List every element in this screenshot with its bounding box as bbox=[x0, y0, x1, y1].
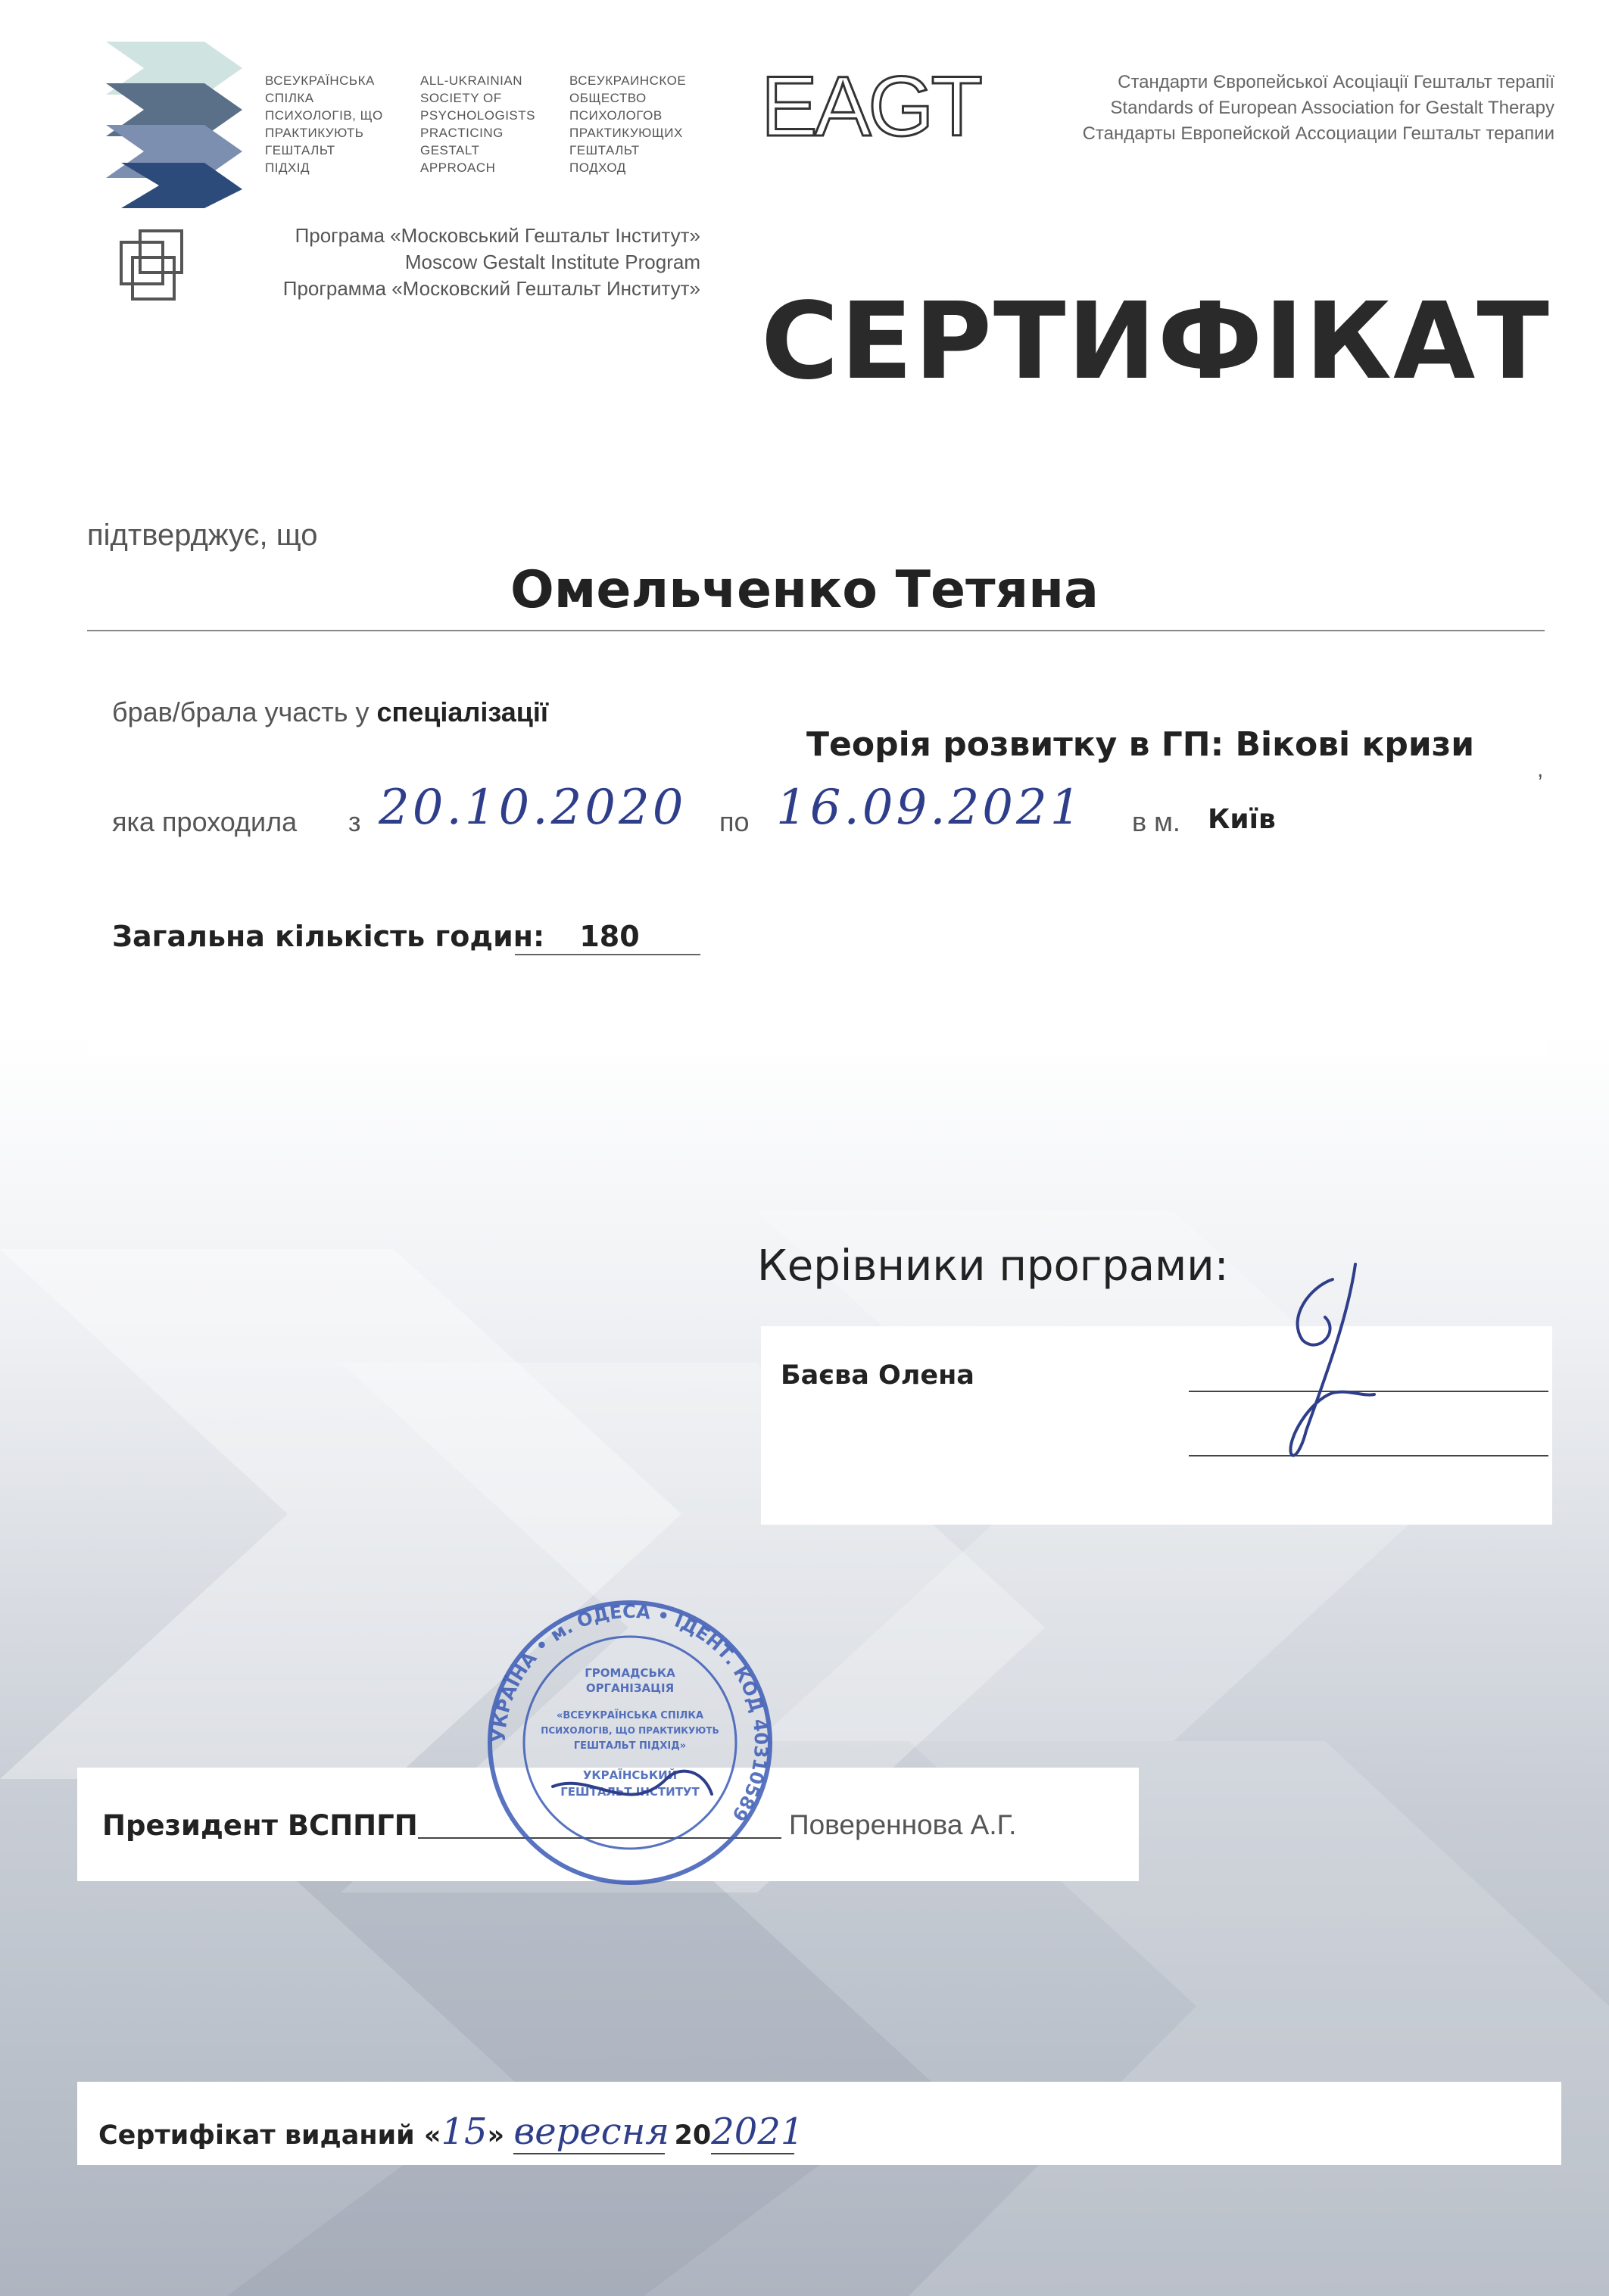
hours-underline bbox=[515, 954, 700, 955]
leaders-heading: Керівники програми: bbox=[757, 1241, 1229, 1291]
from-label: з bbox=[348, 806, 361, 837]
name-underline bbox=[87, 630, 1545, 631]
hours-value: 180 bbox=[579, 920, 640, 953]
org-name-ua: ВСЕУКРАЇНСЬКА СПІЛКА ПСИХОЛОГІВ, ЩО ПРАКТИКУЮТЬ ГЕШТАЛЬТ ПІДХІД bbox=[265, 73, 383, 175]
city-name: Київ bbox=[1208, 804, 1276, 835]
specialization-name: Теорія розвитку в ГП: Вікові кризи bbox=[806, 725, 1475, 764]
program-name: Програма «Московський Гештальт Інститут» Moscow Gestalt Institute Program Программа «Московский Гештальт Институт» bbox=[282, 224, 700, 300]
stamp-line-4: ПСИХОЛОГІВ, ЩО ПРАКТИКУЮТЬ bbox=[541, 1725, 719, 1736]
course-info-box bbox=[87, 636, 1548, 1056]
specialization-comma: , bbox=[1537, 757, 1544, 782]
stamp-ring-text: УКРАЇНА • м. ОДЕСА • ІДЕНТ. КОД 40310589 bbox=[488, 1600, 772, 1825]
issued-month: вересня bbox=[513, 2111, 670, 2153]
stamp-line-6: УКРАЇНСЬКИЙ bbox=[582, 1768, 678, 1782]
official-stamp-icon bbox=[485, 1597, 776, 1889]
to-label: по bbox=[719, 806, 750, 837]
recipient-name: Омельченко Тетяна bbox=[510, 560, 1099, 620]
participation-text: брав/брала участь у спеціалізації bbox=[112, 696, 549, 727]
stamp-line-7: ГЕШТАЛЬТ ІНСТИТУТ bbox=[560, 1785, 700, 1799]
date-from: 20.10.2020 bbox=[379, 780, 687, 836]
eagt-standards: Стандарти Європейської Асоціації Гештальт терапії Standards of European Association for Gestalt Therapy Стандарты Европейской Ассоциации Гештальт терапии bbox=[1082, 72, 1554, 144]
city-label: в м. bbox=[1132, 806, 1180, 837]
eagt-logo: EAGT bbox=[761, 59, 980, 154]
date-to: 16.09.2021 bbox=[776, 780, 1084, 836]
issued-year: 2021 bbox=[711, 2111, 804, 2153]
president-label: Президент ВСППГП bbox=[102, 1809, 418, 1842]
stamp-line-5: ГЕШТАЛЬТ ПІДХІД» bbox=[573, 1740, 687, 1752]
certificate-title: СЕРТИФІКАТ bbox=[761, 280, 1551, 403]
leaders-box bbox=[761, 1326, 1552, 1525]
held-label: яка проходила bbox=[112, 806, 298, 837]
issued-day: 15 bbox=[441, 2111, 488, 2153]
mgi-logo-icon bbox=[117, 227, 193, 303]
issued-box bbox=[77, 2082, 1561, 2165]
hours-label: Загальна кількість годин: bbox=[112, 920, 545, 953]
stamp-line-2: ОРГАНІЗАЦІЯ bbox=[585, 1681, 675, 1695]
stamp-line-1: ГРОМАДСЬКА bbox=[585, 1666, 675, 1680]
stamp-line-3: «ВСЕУКРАЇНСЬКА СПІЛКА bbox=[556, 1710, 704, 1721]
leader-name: Баєва Олена bbox=[781, 1360, 974, 1391]
leader-signature-icon bbox=[1242, 1257, 1393, 1469]
vsppgp-logo-icon bbox=[98, 42, 250, 208]
president-name: Повереннова А.Г. bbox=[789, 1809, 1017, 1840]
org-name-ru: ВСЕУКРАИНСКОЕ ОБЩЕСТВО ПСИХОЛОГОВ ПРАКТИКУЮЩИХ ГЕШТАЛЬТ ПОДХОД bbox=[569, 73, 687, 175]
confirms-text: підтверджує, що bbox=[87, 519, 318, 552]
issued-label: Сертифікат виданий «15» вересня 202021 bbox=[98, 2111, 804, 2153]
org-name-en: ALL-UKRAINIAN SOCIETY OF PSYCHOLOGISTS PRACTICING GESTALT APPROACH bbox=[420, 73, 535, 175]
